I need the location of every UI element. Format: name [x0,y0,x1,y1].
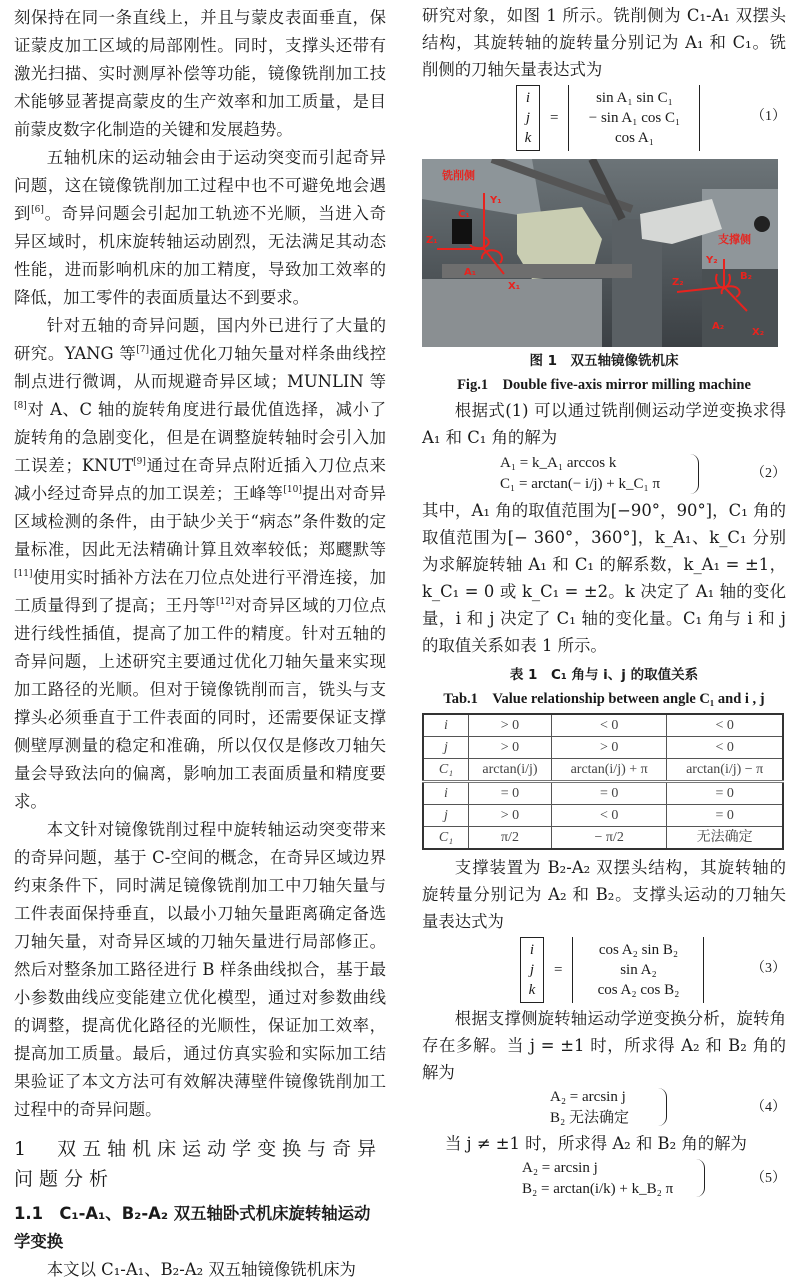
paragraph-text: 五轴机床的运动轴会由于运动突变而引起奇异问题，这在镜像铣削加工过程中也不可避免地会遇到 [14,148,386,223]
axis-label: B₂ [740,271,753,282]
matrix-rhs [573,940,703,1000]
mill-side-label: 铣削侧 [442,169,475,182]
section-heading-1: 1 双五轴机床运动学变换与奇异问题分析 [14,1138,383,1190]
citation-ref[interactable]: [11] [14,569,33,579]
equation-line: A₁ = k_A₁ arccos k [500,455,617,471]
matrix-entry: j [529,962,535,978]
equation-2 [422,451,786,497]
table-cell: > 0 [551,737,666,759]
axis-label: Y₁ [490,195,502,206]
axis-label: A₁ [464,267,477,278]
citation-ref[interactable]: [9] [133,457,146,467]
machine-photo-illustration [422,159,778,347]
table-row-header: C₁ [423,759,469,782]
table-row [423,714,783,737]
paragraph-multiple-solutions: 根据支撑侧旋转轴运动学逆变换分析，旋转角存在多解。当 j = ±1 时，所求得 A₂ 和 B₂ 角的解为 [422,1009,786,1082]
matrix-entry: cos A₁ [614,130,654,146]
table-cell: > 0 [469,714,552,737]
table-row-header: i [423,782,469,805]
equation-line: A₂ = arcsin j [550,1089,626,1105]
paragraph-text: 本文针对镜像铣削过程中旋转轴运动突变带来的奇异问题，基于 C-空间的概念，在奇异区域边界约束条件下，同时满足镜像铣削加工中刀轴矢量与工件表面保持垂直，以最小刀轴矢量距离确定备选刀轴矢量，对奇异区域的刀轴矢量进行局部修正。然后对整条加工路径进行 B 样条曲线拟合，基于最小参数曲线应变能建立优化模型，通过对参数曲线的调整，提高优化路径的光顺性，保证加工效率，提高加工质量。最后，通过仿真实验和实际加工结果验证了本文方法可有效解决薄壁件镜像铣削加工过程中的奇异问题。 [14,820,386,1119]
equation-number: （4） [751,1100,786,1115]
axis-label: X₁ [508,281,521,292]
citation-ref[interactable]: [8] [14,401,27,411]
citation-ref[interactable]: [12] [216,597,235,607]
table-title-cn: 表 1 C₁ 角与 i、j 的取值关系 [509,667,699,683]
matrix-entry: sin A₂ [620,962,657,978]
equation-line: A₂ = arcsin j [522,1160,598,1176]
axis-label: Y₂ [706,255,718,266]
paragraph-angle-range: 其中，A₁ 角的取值范围为[−90°，90°]，C₁ 角的取值范围为[− 360°，360°]，k_A₁、k_C₁ 分别为求解旋转轴 A₁ 和 C₁ 的解系数，k_A₁ = ±1，k_C₁ = 0 或 k_C₁ = ±2。k 决定了 A₁ 轴的变化量，i 和 j 决定了 C₁ 轴的变化量。C₁ 角与 i 和 j 的取值关系如表 1 所示。 [422,501,786,655]
table-cell: < 0 [667,737,783,759]
support-side-label: 支撑侧 [718,233,751,246]
equation-number: （1） [751,109,786,124]
equation-line: C₁ = arctan(− i/j) + k_C₁ π [500,476,661,492]
paragraph-text: 使用实时插补方法在刀位点处进行平滑连接，加工质量得到了提高；王丹等 [14,568,386,615]
equation-number: （3） [751,961,786,976]
equation-line: B₂ = arctan(i/k) + k_B₂ π [522,1181,674,1197]
citation-ref[interactable]: [6] [31,205,44,215]
matrix-entry: sin A₁ sin C₁ [596,90,673,106]
table-cell: − π/2 [551,827,666,850]
value-relationship-table [422,713,784,850]
table-cell: < 0 [667,714,783,737]
paragraph [14,312,386,816]
table-title-en: Tab.1 Value relationship between angle C₁ and i , j [443,691,765,707]
table-cell: arctan(i/j) + π [551,759,666,782]
table-cell: > 0 [469,737,552,759]
table-row-header: i [423,714,469,737]
equation-4 [422,1086,786,1130]
paragraph-inverse-kinematics: 根据式(1) 可以通过铣削侧运动学逆变换求得 A₁ 和 C₁ 角的解为 [422,401,786,447]
equation-number: （2） [751,466,786,481]
section-heading-1-1: 1.1 C₁-A₁、B₂-A₂ 双五轴卧式机床旋转轴运动学变换 [14,1204,371,1251]
paragraph-support-device: 支撑装置为 B₂-A₂ 双摆头结构，其旋转轴的旋转量分别记为 A₂ 和 B₂。支撑头运动的刀轴矢量表达式为 [422,858,786,931]
matrix-entry: i [529,942,535,958]
table-cell: = 0 [667,782,783,805]
matrix-entry: k [528,982,536,998]
paragraph-text: 针对五轴的奇异问题，国内外已进行了大量的研究。YANG 等 [14,316,386,363]
paragraph [14,4,386,144]
table-cell: arctan(i/j) − π [667,759,783,782]
citation-ref[interactable]: [7] [136,345,150,355]
axis-label: A₂ [712,321,725,332]
paragraph-text: 通过优化刀轴矢量对样条曲线控制点进行微调，从而规避奇异区域；MUNLIN 等 [14,344,387,391]
paragraph-text: 提出对奇异区域检测的条件，由于缺少关于“病态”条件数的定量标准，因此无法精确计算且效率较低；郑飂默等 [14,484,387,559]
paragraph-text: 通过在奇异点附近插入刀位点来减小经过奇异点的加工误差；王峰等 [14,456,386,503]
paragraph [14,144,386,312]
equals-sign: = [550,110,559,126]
table-cell: = 0 [551,782,666,805]
paragraph-text: 。奇异问题会引起加工轨迹不光顺，当进入奇异区域时，机床旋转轴运动剧烈，无法满足其动态性能，进而影响机床的加工精度，导致加工效率的降低，加工零件的表面质量达不到要求。 [14,204,387,307]
left-column [14,4,386,1284]
paragraph-intro-line: 本文以 C₁-A₁、B₂-A₂ 双五轴镜像铣机床为 [46,1260,356,1279]
figure-machine-photo [422,159,778,347]
figure-caption-en: Fig.1 Double five-axis mirror milling machine [457,377,751,393]
paragraph [14,816,386,1124]
table-cell: arctan(i/j) [469,759,552,782]
table-cell: < 0 [551,805,666,827]
paragraph-text: 对 A、C 轴的旋转角度进行最优值选择，减小了旋转角的急剧变化，但是在调整旋转轴时会引入加工误差；KNUT [14,400,386,475]
matrix-entry: cos A₂ cos B₂ [597,982,680,998]
axis-label: Z₁ [426,235,438,246]
figure-caption-cn: 图 1 双五轴镜像铣机床 [529,353,679,369]
table-row [423,759,783,782]
matrix-entry: j [525,110,531,126]
table-row [423,782,783,805]
axis-label: X₂ [752,327,765,338]
table-row-header: j [423,737,469,759]
table-cell: < 0 [551,714,666,737]
table-cell: > 0 [469,805,552,827]
axis-label: C₁ [458,209,470,220]
left-paragraphs [14,4,386,1124]
table-cell: 无法确定 [667,827,783,850]
table-row [423,737,783,759]
table-row-header: j [423,805,469,827]
citation-ref[interactable]: [10] [283,485,302,495]
equals-sign: = [554,962,563,978]
table-cell: = 0 [469,782,552,805]
equation-3 [422,937,786,1005]
paragraph-research-object: 研究对象，如图 1 所示。铣削侧为 C₁-A₁ 双摆头结构，其旋转轴的旋转量分别记为 A₁ 和 C₁。铣削侧的刀轴矢量表达式为 [422,6,786,79]
paragraph-text: 对奇异区域的刀位点进行线性插值，提高了加工件的精度。针对五轴的奇异问题，上述研究主要通过优化刀轴矢量来实现加工路径的光顺。但对于镜像铣削而言，铣头与支撑头必须垂直于工件表面的同时，还需要保证支撑侧壁厚测量的稳定和准确，所以仅仅是修改刀轴矢量会导致法向的偏离，影响加工表面质量和精度要求。 [14,596,387,811]
matrix-lhs [520,937,543,1003]
table-row [423,827,783,850]
matrix-entry: i [525,90,531,106]
table-row-header: C₁ [423,827,469,850]
table-row [423,805,783,827]
matrix-rhs [569,88,699,148]
axis-label: Z₂ [672,277,684,288]
equation-5 [422,1157,786,1201]
equation-1 [422,85,786,153]
equation-number: （5） [751,1171,786,1186]
paragraph-j-not-one: 当 j ≠ ±1 时，所求得 A₂ 和 B₂ 角的解为 [444,1134,747,1153]
table-cell: π/2 [469,827,552,850]
paragraph-text: 刻保持在同一条直线上，并且与蒙皮表面垂直，保证蒙皮加工区域的局部刚性。同时，支撑头还带有激光扫描、实时测厚补偿等功能，镜像铣削加工技术能够显著提高蒙皮的生产效率和加工质量，是目前蒙皮数字化制造的关键和发展趋势。 [14,8,386,139]
matrix-entry: − sin A₁ cos C₁ [588,110,681,126]
matrix-entry: k [524,130,532,146]
right-column [422,2,786,1201]
table-cell: = 0 [667,805,783,827]
matrix-entry: cos A₂ sin B₂ [598,942,679,958]
matrix-lhs [516,85,539,151]
equation-line: B₂ 无法确定 [550,1110,629,1126]
